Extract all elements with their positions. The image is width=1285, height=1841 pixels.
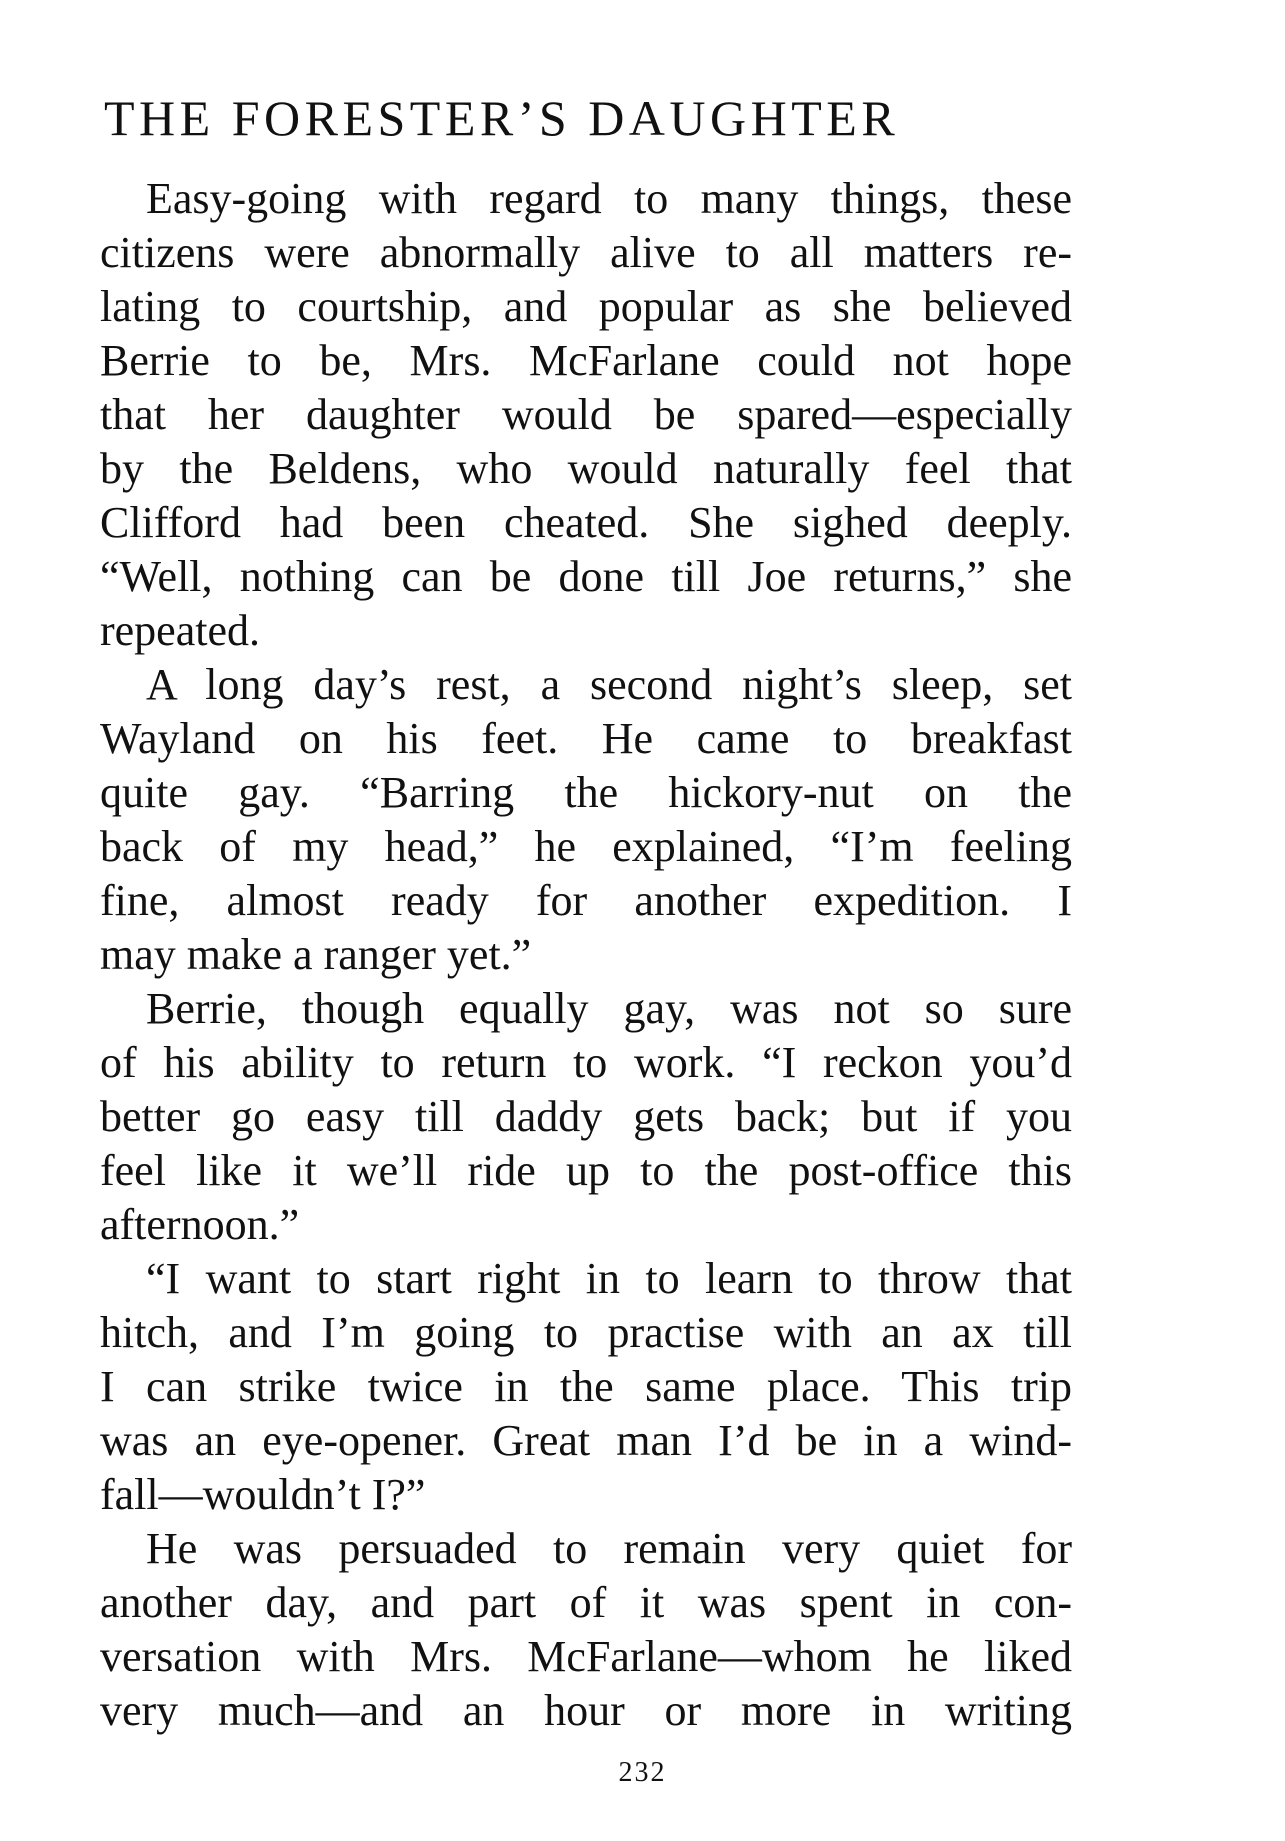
page-number: 232 [618,1757,667,1788]
text-line: A long day’s rest, a second night’s sleep, set [146,660,1072,709]
text-line: Easy-going with regard to many things, these [146,174,1072,223]
text-line: Clifford had been cheated. She sighed deeply. [100,498,1072,547]
text-line: was an eye-opener. Great man I’d be in a wind- [100,1416,1072,1465]
text-line: “Well, nothing can be done till Joe returns,” she [100,552,1072,601]
text-line: by the Beldens, who would naturally feel that [100,444,1072,493]
text-line: very much—and an hour or more in writing [100,1686,1072,1735]
text-line: Wayland on his feet. He came to breakfast [100,714,1072,763]
text-line: another day, and part of it was spent in con- [100,1578,1072,1627]
text-line: back of my head,” he explained, “I’m feeling [100,822,1072,871]
text-line: fine, almost ready for another expedition. I [100,876,1072,925]
text-line: “I want to start right in to learn to throw that [146,1254,1072,1303]
text-line: lating to courtship, and popular as she believed [100,282,1072,331]
text-line: citizens were abnormally alive to all matters re- [100,228,1072,277]
text-line: may make a ranger yet.” [100,930,532,979]
text-line: that her daughter would be spared—especially [100,390,1072,439]
text-line: Berrie, though equally gay, was not so sure [146,984,1072,1033]
text-line: hitch, and I’m going to practise with an ax till [100,1308,1072,1357]
text-line: He was persuaded to remain very quiet for [146,1524,1072,1573]
text-line: I can strike twice in the same place. This trip [100,1362,1072,1411]
text-line: Berrie to be, Mrs. McFarlane could not hope [100,336,1072,385]
body-text [100,172,1072,1738]
text-line: repeated. [100,606,260,655]
text-line: of his ability to return to work. “I reckon you’d [100,1038,1072,1087]
running-head: THE FORESTER’S DAUGHTER [104,90,900,146]
text-line: better go easy till daddy gets back; but if you [100,1092,1072,1141]
text-line: versation with Mrs. McFarlane—whom he liked [100,1632,1072,1681]
text-line: feel like it we’ll ride up to the post-office this [100,1146,1072,1195]
text-line: afternoon.” [100,1200,300,1249]
text-line: quite gay. “Barring the hickory-nut on the [100,768,1072,817]
text-line: fall—wouldn’t I?” [100,1470,426,1519]
